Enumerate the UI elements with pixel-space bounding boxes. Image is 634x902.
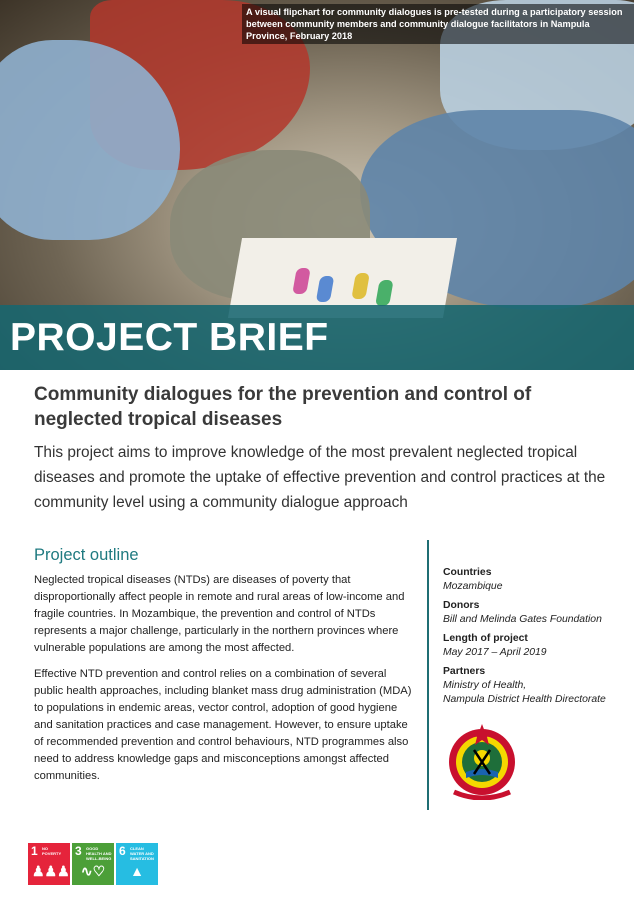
family-icon: ♟♟♟	[32, 863, 70, 879]
sdg-icons	[28, 843, 158, 885]
page-title: PROJECT BRIEF	[10, 316, 329, 359]
length-label: Length of project	[443, 633, 528, 644]
partners-label: Partners	[443, 666, 486, 677]
partners-value: Nampula District Health Directorate	[443, 694, 606, 705]
countries-value: Mozambique	[443, 581, 503, 592]
section-title-outline: Project outline	[34, 546, 139, 564]
brief-headline: Community dialogues for the prevention and control of neglected tropical diseases	[34, 384, 532, 430]
water-drop-icon: ▲	[130, 863, 144, 879]
brief-summary: This project aims to improve knowledge of the most prevalent neglected tropical diseases and promote the uptake of effective prevention and control practices at the community level using a community dialogue approach	[34, 444, 606, 511]
sdg-3-icon: 3 GOOD HEALTH AND WELL-BEING ∿♡	[72, 843, 114, 885]
outline-paragraph: Effective NTD prevention and control relies on a combination of several public health approaches, including blanket mass drug administration (MDA) to populations in endemic areas, vector control, adoption of good hygiene and sanitation practices and case management. However, to ensure uptake of recommended prevention and control behaviours, NTD programmes also need to address knowledge gaps and misconceptions amongst affected communities.	[34, 668, 412, 782]
title-banner	[0, 305, 634, 370]
countries-label: Countries	[443, 567, 492, 578]
donors-label: Donors	[443, 600, 480, 611]
mozambique-emblem-icon	[444, 722, 520, 800]
countries-info	[443, 566, 633, 594]
partners-info	[443, 665, 633, 707]
photo-caption: A visual flipchart for community dialogues is pre-tested during a participatory session between community members and community dialogue facilitators in Nampula Province, February 2018	[242, 4, 634, 44]
heartbeat-icon: ∿♡	[80, 863, 106, 879]
sdg-1-icon: 1 NO POVERTY ♟♟♟	[28, 843, 70, 885]
length-value: May 2017 – April 2019	[443, 647, 547, 658]
donors-info	[443, 599, 633, 627]
sidebar-divider	[427, 540, 429, 810]
length-info	[443, 632, 633, 660]
donors-value: Bill and Melinda Gates Foundation	[443, 614, 602, 625]
outline-paragraph: Neglected tropical diseases (NTDs) are diseases of poverty that disproportionally affect people in remote and rural areas of low-income and fragile countries. In Mozambique, the prevention and control of NTDs represents a major challenge, particularly in the northern provinces where vulnerable populations are among the most affected.	[34, 574, 405, 654]
sdg-6-icon: 6 CLEAN WATER AND SANITATION ▲	[116, 843, 158, 885]
partners-value: Ministry of Health,	[443, 680, 527, 691]
